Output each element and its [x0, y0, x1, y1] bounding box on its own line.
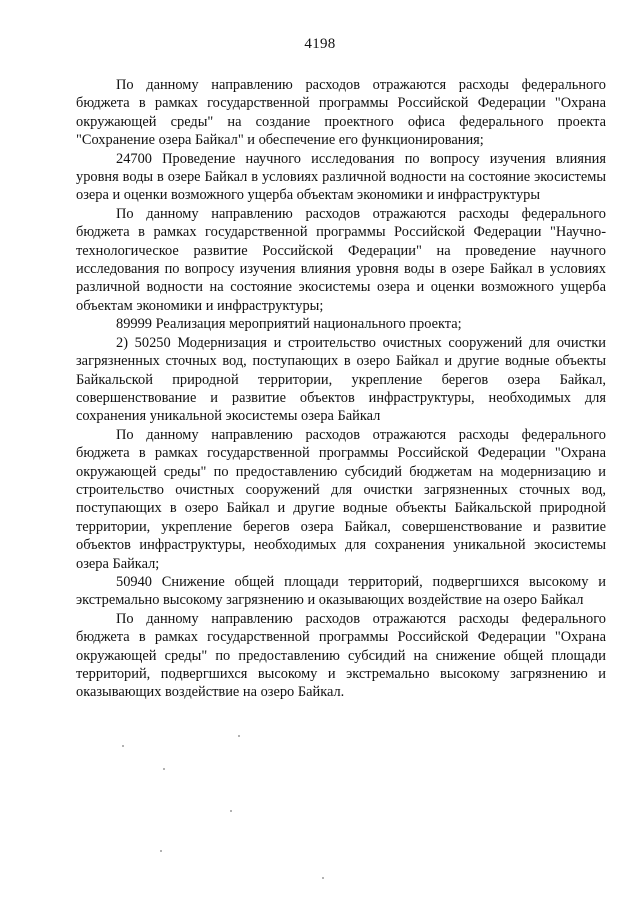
scan-speck: [160, 850, 162, 852]
page-number: 4198: [304, 36, 336, 52]
document-body: [76, 76, 606, 702]
scan-speck: [163, 768, 165, 770]
scan-speck: [238, 735, 240, 737]
scan-speck: [122, 745, 124, 747]
scan-speck: [230, 810, 232, 812]
paragraph-code-50250: 2) 50250 Модернизация и строительство очистных сооружений для очистки загрязненных сточных вод, поступающих в озеро Байкал и другие водные объекты Байкальской природной территории, укрепление берегов озера Байкал, совершенствование и развитие объектов инфраструктуры, необходимых для сохранения уникальной экосистемы озера Байкал: [76, 334, 606, 425]
paragraph-code-89999: 89999 Реализация мероприятий национального проекта;: [116, 316, 462, 333]
paragraph-research-funding: По данному направлению расходов отражаются расходы федерального бюджета в рамках государственной программы Российской Федерации "Научно-технологическое развитие Российской Федерации" на проведение научного исследования по вопросу изучения влияния уровня воды в озере Байкал в условиях различной водности на состояние экосистемы озера и оценки возможного ущерба объектам экономики и инфраструктуры;: [76, 205, 606, 314]
paragraph-office-funding: По данному направлению расходов отражаются расходы федерального бюджета в рамках государственной программы Российской Федерации "Охрана окружающей среды" на создание проектного офиса федерального проекта "Сохранение озера Байкал" и обеспечение его функционирования;: [76, 77, 606, 149]
paragraph-code-50940: 50940 Снижение общей площади территорий, подвергшихся высокому и экстремально высокому загрязнению и оказывающих воздействие на озеро Байкал: [76, 573, 606, 609]
paragraph-code-24700: 24700 Проведение научного исследования по вопросу изучения влияния уровня воды в озере Байкал в условиях различной водности на состояние экосистемы озера и оценки возможного ущерба объектам экономики и инфраструктуры: [76, 150, 606, 204]
paragraph-treatment-subsidies: По данному направлению расходов отражаются расходы федерального бюджета в рамках государственной программы Российской Федерации "Охрана окружающей среды" по предоставлению субсидий бюджетам на модернизацию и строительство очистных сооружений для очистки загрязненных сточных вод, поступающих в озеро Байкал и другие водные объекты Байкальской природной территории, укрепление берегов озера Байкал, совершенствование и развитие объектов инфраструктуры, необходимых для сохранения уникальной экосистемы озера Байкал;: [76, 426, 606, 572]
scan-speck: [322, 877, 324, 879]
paragraph-pollution-subsidies: По данному направлению расходов отражаются расходы федерального бюджета в рамках государственной программы Российской Федерации "Охрана окружающей среды" по предоставлению субсидий на снижение общей площади территорий, подвергшихся высокому и экстремально высокому загрязнению и оказывающих воздействие на озеро Байкал.: [76, 610, 606, 701]
